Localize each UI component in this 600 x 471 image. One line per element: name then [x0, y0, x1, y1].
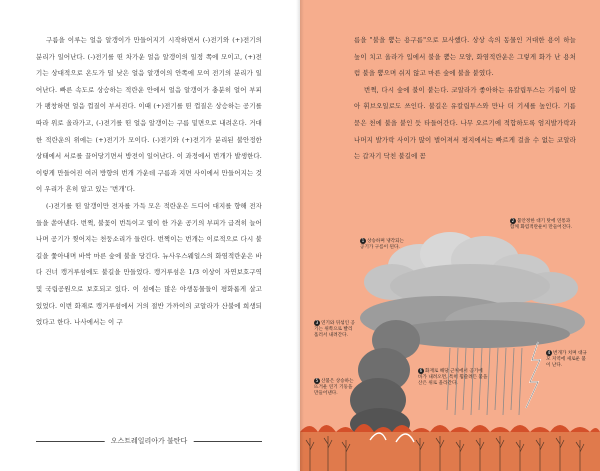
callout-1 [360, 238, 406, 251]
footer-title: 오스트레일리아가 불탄다 [105, 435, 194, 448]
smoke-column [350, 320, 420, 440]
right-paragraph-2: 번쩍, 다시 숲에 불이 붙는다. 코알라가 좋아하는 유칼립투스는 기름이 많아 휘브오일로도 쓰인다. 불길은 유칼립투스와 만나 더 기세를 높인다. 기름 묻은 천에 불을 붙인 듯 타들어간다. 나무 오르기에 적합하도록 엄지발가락과 나머지 발가락 사이가 많이 벌어져서 평지에서는 빠르게 걸을 수 없는 코알라는 갑자기 닥친 불길에 꼼 [354, 85, 576, 161]
right-paragraph-1: 름을 "불을 뿜는 용구름"으로 묘사했다. 상상 속의 동물인 거대한 용이 하늘 높이 치고 올라가 입에서 불을 뿜는 모양, 화염적란운은 그렇게 화가 난 용처럼 불을 뿜으며 쉬지 않고 마른 숲에 불을 붙였다. [354, 36, 576, 78]
callout-5-text: 산불은 상승하는 뜨거운 연기 기둥을 만들어낸다. [314, 379, 354, 396]
callout-6-number: 6 [419, 368, 423, 373]
callout-5-number: 5 [315, 378, 319, 383]
callout-6 [418, 368, 488, 387]
left-body-text [36, 32, 262, 331]
callout-4-text: 번개가 치며 대규모 지역에 새로운 불이 난다. [546, 351, 587, 368]
running-footer [36, 435, 262, 449]
lightning-icon [526, 342, 540, 408]
callout-1-text: 상승하며 냉각되는 공기가 구름이 된다. [360, 239, 404, 250]
right-body-text [354, 32, 576, 165]
illustration-svg [300, 210, 600, 471]
callout-3-number: 3 [315, 320, 319, 325]
pyrocumulonimbus-illustration [300, 210, 600, 471]
left-paragraph-1: 구름을 이루는 얼음 알갱이가 만들어지기 시작하면서 (-)전기와 (+)전기의 분리가 일어난다. (-)전기를 띤 차가운 얼음 알갱이의 일정 쪽에 모이고, (+)전기는 상대적으로 온도가 덜 낮은 얼음 알갱이의 안쪽에 모여 전기의 분리가 일어난다. 빠른 속도로 상승하는 적란운 안에서 얼음 알갱이가 충분히 얼어 부피가 팽창하면 얼음 껍질이 부서진다. 이때 (+)전기를 띤 껍질은 상승하는 공기를 따라 위로 올라가고, (-)전기를 띤 얼음 알갱이는 구름 밑면으로 내려온다. 거대한 적란운의 위에는 (+)전기가 모이다. (-)전기와 (+)전기가 분리된 불안정한 상태에서 서로를 끌어당기면서 방전이 일어난다. 이 과정에서 번개가 발생한다. 이렇게 만들어진 여러 방향의 번개 가운데 구름과 지면 사이에서 만들어지는 것이 우리가 흔히 알고 있는 '번개'다. [36, 36, 262, 194]
callout-2-number: 2 [511, 218, 515, 223]
left-paragraph-2: (-)전기를 띤 알갱이만 전자를 가득 모은 적란운은 드디어 대지를 향해 전자들을 쏟아낸다. 번쩍, 불꽃이 번득이고 열이 한 가운 공기의 부피가 급격히 늘어나며 공기가 찢어지는 천둥소리가 들린다. 번쩍이는 번개는 이로적으로 다시 불길을 쫓아내며 바싹 마른 숲에 불을 당긴다. 뉴사우스웨일스의 화염적란운은 바다 건너 캥거루섬에도 불길을 만들었다. 캥거루섬은 1/3 이상이 자연보호구역 및 국립공원으로 보호되고 있다. 이 섬에는 많은 야생동물들이 평화롭게 살고 있었다. 이번 화재로 캥거루섬에서 거의 절반 가까이의 코알라가 산불에 희생되었다고 한다. 나사에서는 이 구 [36, 201, 262, 327]
callout-2 [510, 218, 574, 231]
callout-4-number: 4 [547, 350, 551, 355]
callout-1-number: 1 [361, 238, 365, 243]
book-gutter-shadow [296, 0, 304, 471]
right-page [300, 0, 600, 471]
callout-5 [314, 378, 358, 397]
callout-2-text: 불안정한 대기 탓에 연통과 함께 화염적란운이 만들어진다. [510, 219, 573, 230]
callout-3 [314, 320, 356, 339]
callout-6-text: 화재로 해당 근처에서 공기에 바가 내려오면, 특히 휩쓸려든 불을 산은 위로 올라간다. [418, 369, 488, 386]
callout-3-text: 연기와 뒤섞인 공기는 위쪽으로 빨리 흘러서 내려간다. [314, 321, 355, 338]
fire-band [300, 424, 600, 471]
callout-4 [546, 350, 590, 369]
